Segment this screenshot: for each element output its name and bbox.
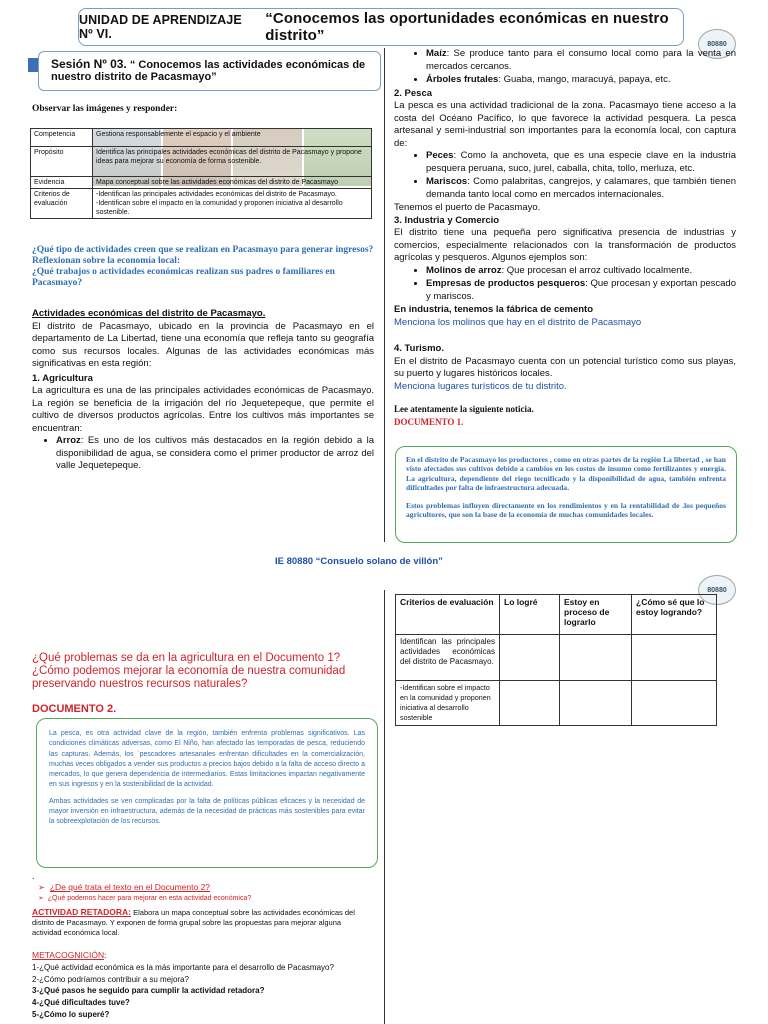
logo-text: 80880 [707,586,727,594]
tourism-question: Menciona lugares turísticos de tu distrito. [394,380,567,392]
metacognition-title-row [32,950,372,962]
molinos-text: : Que procesan el arroz cultivado localmente. [501,264,693,276]
eval-criterion: Identifican las principales actividades económicas del distrito de Pacasmayo. [396,635,500,681]
mariscos-label: Mariscos [426,176,468,187]
logo-text: 80880 [707,40,727,48]
unit-header [78,8,684,46]
doc2-title: DOCUMENTO 2. [32,703,117,715]
agriculture-title: 1. Agricultura [32,372,93,384]
evaluation-table [395,594,717,726]
arroz-label: Arroz [56,435,81,446]
fruit-label: Árboles frutales [426,74,499,85]
column-divider [384,590,385,1024]
eval-cell[interactable] [632,635,717,681]
read-instruction: Lee atentamente la siguiente noticia. [394,404,534,414]
maiz-item [426,48,736,73]
empresas-label: Empresas de productos pesqueros [426,278,586,289]
industry-text: El distrito tiene una pequeña pero significativa presencia de industrias y comercios, especialmente relacionados con la transformación de productos agrícolas y pesqueros. Algunos ejemplos son: [394,227,736,263]
arroz-item [56,435,374,473]
agriculture-text: La agricultura es una de las principales actividades económicas de Pacasmayo. La región se beneficia de la irrigación del río Jequetepeque, que permite el cultivo de diversos productos agrícolas. Entre los cultivos más importantes se encuentran: [32,385,374,434]
session-marker [28,58,38,72]
fruit-item [426,74,736,87]
challenge-activity [32,907,372,938]
session-box [38,51,381,91]
crit-value: -Identifican las principales actividades económicas del distrito de Pacasmayo. -Identifican sobre el impacto en la comunidad y proponen iniciativa al desarrollo sostenible. [93,189,372,219]
doc1-paragraph: Estos problemas influyen directamente en los rendimientos y en la rentabilidad de .los pequeños agricultores, que son la base de la economía de muchas comunidades locales. [406,500,726,520]
eval-cell[interactable] [560,681,632,726]
doc1-paragraph: En el distrito de Pacasmayo los productores , como en otras partes de la región La libertad , se han visto afectados sus cultivos debido a cambios en los costos de insumo como fertilizantes y energía. La agricultura, dependiente del riego tecnificado y la disponibilidad de agua, también enfrenta dificultades por falta de infraestructura adecuada. [406,455,726,493]
dot-marker: . [32,871,35,881]
meta-item: 5-¿Cómo lo superé? [32,1009,110,1019]
question-improve-item [38,893,368,905]
eval-cell[interactable] [632,681,717,726]
competence-table-wrap [30,128,372,219]
challenge-label: ACTIVIDAD RETADORA: [32,907,132,917]
meta-item: 3-¿Qué pasos he seguido para cumplir la actividad retadora? [32,986,265,996]
question-reflect: Reflexionan sobre la economía local: [32,256,181,266]
question-parents: ¿Qué trabajos o actividades económicas realizan sus padres o familiares en Pacasmayo? [32,267,335,288]
instruction: Observar las imágenes y responder: [32,104,178,114]
tourism-title: 4. Turismo. [394,343,444,354]
question-doc2: ¿De qué trata el texto en el Documento 2? [49,882,211,892]
eval-cell[interactable] [500,681,560,726]
arrow-icon: ➢ [38,895,44,902]
peces-item [426,150,736,175]
unit-title: “Conocemos las oportunidades económicas en nuestro distrito” [265,10,669,44]
crit-label: Competencia [31,129,93,147]
competence-table [30,128,372,219]
meta-item: 1-¿Qué actividad económica es la más importante para el desarrollo de Pacasmayo? [32,962,334,972]
arroz-text: : Es uno de los cultivos más destacados en la región debido a la disponibilidad de agua, se considera como el primer productor de arroz del valle Jequetepeque. [56,435,374,471]
question-doc2-item [38,881,368,893]
document-1-box [395,446,737,543]
intro-paragraph: El distrito de Pacasmayo, ubicado en la provincia de Pacasmayo en el departamento de La Libertad, tiene una economía que refleja tanto su geografía como sus recursos locales. Algunas de las actividades económicas más significativas en esta región: [32,320,374,369]
peces-label: Peces [426,150,454,161]
session-title: “ Conocemos las actividades económicas de nuestro distrito de Pacasmayo” [51,59,366,83]
eval-cell[interactable] [560,635,632,681]
doc2-questions [38,881,368,905]
metacognition-colon: : [104,951,107,960]
pesca-title: 2. Pesca [394,87,433,99]
activities-heading: Actividades económicas del distrito de Pacasmayo. [32,308,266,319]
cement-text: En industria, tenemos la fábrica de cemento [394,304,594,315]
molinos-label: Molinos de arroz [426,264,502,276]
crit-value: Mapa conceptual sobre las actividades económicas del distrito de Pacasmayo [93,177,372,189]
eval-header: Criterios de evaluación [396,595,500,635]
question-activities: ¿Qué tipo de actividades creen que se realizan en Pacasmayo para generar ingresos? [32,245,374,255]
tourism-text: En el distrito de Pacasmayo cuenta con un potencial turístico como sus playas, su puerto y lugares históricos locales. [394,355,736,379]
eval-cell[interactable] [500,635,560,681]
crit-label: Criterios de evaluación [31,189,93,219]
metacognition [32,950,372,1021]
mariscos-item [426,176,736,201]
questions-left [32,245,374,289]
doc1-title: DOCUMENTO 1. [394,416,464,427]
maiz-label: Maíz [426,48,447,59]
question-document-1: ¿Qué problemas se da en la agricultura en el Documento 1? ¿Cómo podemos mejorar la economía de nuestra comunidad preservando nuestros recursos naturales? [32,652,346,690]
session-label: Sesión Nº 03. [51,57,127,71]
unit-label: UNIDAD DE APRENDIZAJE Nº VI. [79,13,242,41]
school-name: IE 80880 “Consuelo solano de villón” [275,556,443,567]
crit-value: Identifica las principales actividades económicas del distrito de Pacasmayo y propone ideas para mejorar su economía de forma sostenible. [93,147,372,177]
empresas-item [426,278,736,303]
molinos-item [426,265,736,278]
question-improve: ¿Qué podemos hacer para mejorar en esta actividad económica? [47,895,252,902]
eval-header: Estoy en proceso de lograrlo [560,595,632,635]
document-2-box [36,718,378,868]
peces-text: : Como la anchoveta, que es una especie clave en la industria pesquera peruana, suco, jurel, caballa, chita, tollo, merluza, etc. [426,150,736,174]
molinos-question: Menciona los molinos que hay en el distrito de Pacasmayo [394,316,642,328]
meta-item: 2-¿Cómo podríamos contribuir a su mejora? [32,974,189,984]
crit-label: Propósito [31,147,93,177]
doc2-paragraph: Ambas actividades se ven complicadas por la falta de políticas públicas eficaces y la necesidad de mayor inversión en infraestructura, además de la necesidad de prácticas más sostenibles para evitar la sobreexplotación de los recursos. [49,797,365,826]
left-body [32,308,374,474]
crit-value: Gestiona responsablemente el espacio y el ambiente [93,129,372,147]
maiz-text: : Se produce tanto para el consumo local como para la venta en mercados cercanos. [426,48,736,72]
doc2-paragraph: La pesca, es otra actividad clave de la región, también enfrenta problemas significativos. Las condiciones climáticas adversas, como El Niño, han afectado las temporadas de pesca, reduciendo las capturas. Además, los `pescadores artesanales enfrentan dificultades en la comercialización, muchas veces obligados a vender sus productos a precios bajos debido a la falta de acceso directo a mercados, lo que genera dependencia de intermediarios. Estas limitaciones impactan negativamente en sus ingresos y en la sostenibilidad de la actividad. [49,730,365,789]
right-body [394,48,736,428]
arrow-icon: ➢ [38,882,46,892]
puerto-text: Tenemos el puerto de Pacasmayo. [394,202,541,213]
column-divider [384,48,385,542]
eval-header: ¿Cómo sé que lo estoy logrando? [632,595,717,635]
mariscos-text: : Como palabritas, cangrejos, y calamares, que también tienen demanda tanto local como en mercados internacionales. [426,176,736,200]
eval-header: Lo logré [500,595,560,635]
empresas-text: : Que procesan y exportan pescado y mariscos. [426,278,736,302]
eval-criterion: -Identifican sobre el impacto en la comunidad y proponen iniciativa al desarrollo sostenible [396,681,500,726]
pesca-text: La pesca es una actividad tradicional de la zona. Pacasmayo tiene acceso a la costa del Océano Pacífico, lo que favorece la actividad pesquera. La pesca artesanal y semi-industrial son importantes para la economía local, con captura de: [394,100,736,149]
crit-label: Evidencia [31,177,93,189]
challenge-text: Elabora un mapa conceptual sobre las actividades económicas del distrito de Pacasmayo. Y exponen de forma grupal sobre las propuestas para mejorar alguna actividad económica local. [32,908,355,937]
fruit-text: : Guaba, mango, maracuyá, papaya, etc. [498,74,671,85]
industry-title: 3. Industria y Comercio [394,214,500,226]
metacognition-label: METACOGNICIÓN [32,950,105,960]
meta-item: 4-¿Qué dificultades tuve? [32,998,130,1008]
